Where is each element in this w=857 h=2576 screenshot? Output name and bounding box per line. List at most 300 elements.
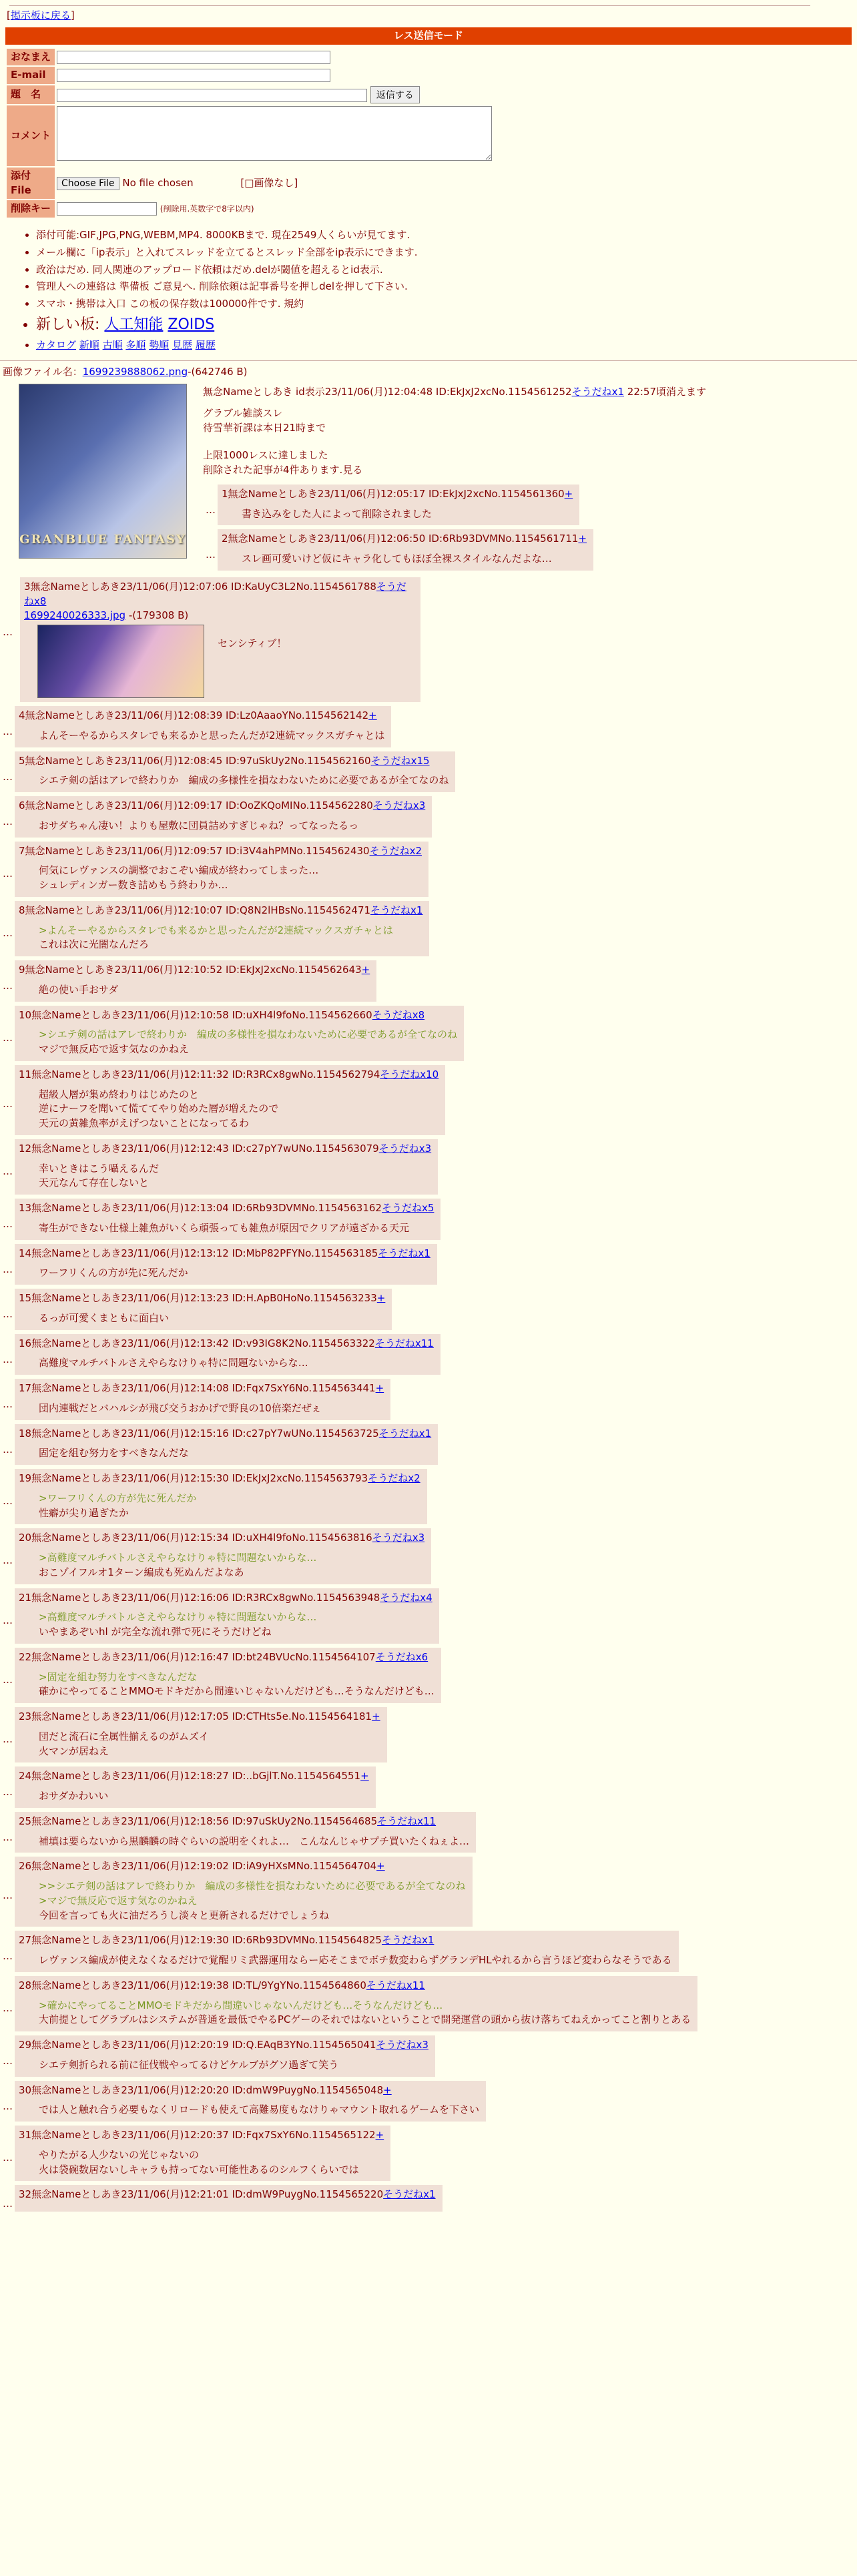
sodane-link[interactable]: そうだねx10 (380, 1068, 439, 1080)
reply-box (15, 2035, 435, 2077)
quote-line: >シエテ剣の話はアレで終わりか 編成の多様性を損なわないために必要であるが全てなのね (39, 1028, 457, 1041)
sodane-link[interactable]: そうだねx3 (378, 1142, 432, 1155)
comment-line: シエテ剣折られる前に征伐戦やってるけどケルブがグソ過ぎて笑う (39, 2058, 339, 2071)
comment-line: 大前提としてグラブルはシステムが普通を最低でやるPCゲーのそれではないということで開発運営の頭から抜け落ちてねえかってこと割りとある (39, 2013, 691, 2026)
reply-header-text: 20無念Nameとしあき23/11/06(月)12:15:34 ID:uXH4l9foNo.1154563816 (19, 1532, 372, 1544)
sodane-link[interactable]: + (372, 1710, 380, 1723)
comment-line: レヴァンス編成が使えなくなるだけで覚醒リミ武器運用ならー応そこまでボチ数変わらずグランデHLやれるから言うほど変わらなそうである (39, 1954, 672, 1967)
reply-header-text: 23無念Nameとしあき23/11/06(月)12:17:05 ID:CTHts5e.No.1154564181 (19, 1710, 372, 1723)
quote-line: >確かにやってることMMOモドキだから間違いじゃないんだけども…そうなんだけども… (39, 1999, 443, 2011)
reply-box (15, 901, 429, 956)
reply-header (19, 1068, 439, 1082)
reply-header (19, 799, 425, 814)
comment-line: よんそーやるからスタレでも来るかと思ったんだが2連続マックスガチャとは (39, 729, 385, 741)
back-to-board-link[interactable]: 掲示板に戻る (10, 9, 71, 21)
reply-box (15, 960, 376, 1002)
sodane-link[interactable]: そうだねx4 (380, 1591, 433, 1604)
res-menu-icon[interactable]: … (206, 549, 216, 561)
reply-header (222, 487, 573, 502)
sodane-link[interactable]: + (375, 2129, 384, 2142)
reply-header-text: 32無念Nameとしあき23/11/06(月)12:21:01 ID:dmW9PuygNo.1154565220 (19, 2188, 384, 2201)
reply-box (15, 1379, 390, 1420)
name-field[interactable] (57, 51, 330, 64)
reply-header-text: 25無念Nameとしあき23/11/06(月)12:18:56 ID:97uSkUy2No.1154564685 (19, 1815, 378, 1827)
reply-row (0, 842, 857, 897)
sodane-link[interactable]: そうだねx1 (381, 1934, 435, 1947)
reply-header (19, 709, 384, 723)
quote-line: >ワーフリくんの方が先に死んだか (39, 1492, 197, 1504)
comment-line: 今回を言っても火に油だろうし淡々と更新されるだけでしょうね (39, 1909, 330, 1921)
reply-header (19, 1291, 385, 1306)
rule-item: • 添付可能:GIF,JPG,PNG,WEBM,MP4. 8000KBまで. 現在2549人くらいが見てます. (36, 228, 857, 243)
rule-item: • 管理人への連絡は 準備板 ご意見へ. 削除依頼は記事番号を押しdelを押して下さい. (36, 280, 857, 294)
reply-box (15, 751, 455, 793)
reply-row (0, 960, 857, 1002)
post-form (5, 47, 494, 220)
reply-header (19, 1337, 434, 1351)
reply-header (19, 1427, 431, 1441)
rule-item: • 政治はだめ. 同人関連のアップロード依頼はだめ.delが閾値を超えるとid表示. (36, 263, 857, 278)
reply-box (15, 1648, 441, 1703)
reply-body (39, 1446, 431, 1461)
reply-body (39, 1311, 385, 1326)
reply-list (0, 706, 857, 2212)
res-menu-icon[interactable]: … (3, 1786, 13, 1799)
res-menu-icon[interactable]: … (206, 503, 216, 516)
file-label: 添付File (7, 168, 55, 200)
res-menu-icon[interactable]: … (3, 1353, 13, 1365)
delkey-note: (削除用.英数字で8字以内) (160, 204, 254, 214)
reply-header-text: 14無念Nameとしあき23/11/06(月)12:13:12 ID:MbP82PFYNo.1154563185 (19, 1247, 378, 1259)
op-line: 待雪華祈課は本日21時まで (203, 421, 326, 434)
sodane-link[interactable]: + (375, 1382, 384, 1395)
rules-list (9, 228, 857, 352)
reply-box (15, 1588, 439, 1644)
reply-header (19, 1859, 466, 1874)
comment-line: スレ画可愛いけど仮にキャラ化してもほぼ全裸スタイルなんだよな… (242, 553, 552, 565)
res-menu-icon[interactable]: … (3, 1889, 13, 1902)
sodane-link[interactable]: そうだねx8 (372, 1008, 425, 1021)
res-header: 3無念Nameとしあき23/11/06(月)12:07:06 ID:KaUyC3L2No.1154561788そうだねx8 (24, 580, 406, 607)
reply-row (0, 1065, 857, 1135)
comment-line: いやまあぞいhl が完全な流れ弾で死にそうだけどね (39, 1626, 272, 1638)
res-menu-icon[interactable]: … (3, 2100, 13, 2112)
res-text: センシティブ！ (218, 637, 287, 650)
reply-row (0, 1812, 857, 1853)
op-file-prefix: 画像ファイル名： (3, 366, 83, 378)
res-menu-icon[interactable]: … (3, 1554, 13, 1567)
quote-line: >よんそーやるからスタレでも来るかと思ったんだが2連続マックスガチャとは (39, 924, 393, 936)
reply-box (15, 796, 432, 838)
reply-header-text: 31無念Nameとしあき23/11/06(月)12:20:37 ID:Fqx7SxY6No.1154565122 (19, 2129, 376, 2142)
res-menu-icon[interactable]: … (3, 2001, 13, 2014)
res-menu-icon[interactable]: … (3, 770, 13, 783)
sodane-link[interactable]: そうだねx6 (375, 1650, 429, 1663)
res-menu-icon[interactable]: … (3, 1950, 13, 1963)
res-menu-icon[interactable]: … (3, 1614, 13, 1626)
reply-body (39, 924, 422, 953)
sodane-link[interactable]: + (361, 964, 370, 976)
comment-line: 書き込みをした人によって削除されました (242, 507, 433, 520)
reply-row (203, 529, 857, 571)
res-menu-icon[interactable]: … (3, 1733, 13, 1746)
reply-row (0, 2035, 857, 2077)
reply-body (39, 1999, 691, 2028)
res-menu-icon[interactable]: … (3, 625, 13, 638)
comment-line: 幸いときはこう囁えるんだ (39, 1162, 160, 1175)
reply-header-text: 11無念Nameとしあき23/11/06(月)12:11:32 ID:R3RCx8gwNo.1154562794 (19, 1068, 380, 1080)
comment-line: 固定を組む努力をすべきなんだな (39, 1447, 189, 1460)
reply-header-text: 7無念Nameとしあき23/11/06(月)12:09:57 ID:i3V4ahPMNo.1154562430 (19, 844, 370, 857)
op-line: グラブル雑談スレ (203, 406, 283, 419)
reply-row (0, 1139, 857, 1195)
res-menu-icon[interactable]: … (3, 2152, 13, 2164)
res-menu-icon[interactable]: … (3, 1097, 13, 1110)
sodane-link[interactable]: そうだねx11 (374, 1337, 434, 1349)
email-label: E-mail (7, 67, 55, 84)
reply-box (15, 1812, 476, 1853)
reply-box (15, 1469, 427, 1524)
op-thumbnail[interactable] (19, 384, 187, 559)
new-board-link-zoids[interactable]: ZOIDS (168, 316, 215, 333)
reply-header-text: 8無念Nameとしあき23/11/06(月)12:10:07 ID:Q8N2lHBsNo.1154562471 (19, 904, 371, 916)
reply-row (0, 1379, 857, 1420)
reply-row (0, 1199, 857, 1240)
comment-line: 寄生ができない仕様上雑魚がいくら頑張っても雑魚が原因でクリアが遠ざかる天元 (39, 1221, 410, 1234)
reply-box (15, 1528, 431, 1584)
reply-header (19, 1472, 420, 1486)
reply-header-text: 10無念Nameとしあき23/11/06(月)12:10:58 ID:uXH4l9foNo.1154562660 (19, 1008, 372, 1021)
reply-row (0, 1931, 857, 1972)
comment-line: おサダちゃん凄い！よりも屋敷に団員詰めすぎじゃね？ってなったるっ (39, 819, 359, 832)
reply-row (0, 1648, 857, 1703)
comment-line: 高難度マルチバトルさえやらなけりゃ特に問題ないからな… (39, 1357, 308, 1369)
reply-header-text: 13無念Nameとしあき23/11/06(月)12:13:04 ID:6Rb93DVMNo.1154563162 (19, 1202, 382, 1215)
reply-row (0, 1588, 857, 1644)
quote-line: >マジで無反応で返す気なのかねえ (39, 1894, 198, 1907)
reply-box (15, 1707, 387, 1762)
reply-row (0, 2126, 857, 2181)
new-board-prefix: 新しい板: (36, 316, 105, 333)
sodane-link[interactable]: そうだねx15 (370, 754, 430, 767)
reply-header (19, 2083, 479, 2098)
sort-new-link[interactable]: 新順 (79, 338, 99, 351)
reply-body (39, 983, 370, 998)
reply-header-text: 5無念Nameとしあき23/11/06(月)12:08:45 ID:97uSkUy2No.1154562160 (19, 754, 371, 767)
sodane-link[interactable]: そうだねx8 (24, 580, 406, 607)
sodane-link[interactable]: そうだねx11 (366, 1979, 425, 1991)
sodane-link[interactable]: そうだねx1 (378, 1247, 431, 1259)
file-status: No file chosen (122, 176, 194, 189)
catalog-link[interactable]: カタログ (36, 338, 77, 351)
comment-line: ワーフリくんの方が先に死んだか (39, 1267, 188, 1279)
op-line: 上限1000レスに達しました (203, 449, 328, 462)
new-board-link-ai[interactable]: 人工知能 (104, 316, 164, 333)
comment-line: これは次に光闇なんだろ (39, 938, 150, 951)
reply-row (0, 1424, 857, 1466)
reply-box (15, 706, 391, 747)
reply-body (39, 1730, 380, 1759)
comment-line: 天元なんて存在しないと (39, 1177, 150, 1189)
reply-body (39, 1088, 439, 1131)
reply-row (0, 706, 857, 747)
res-menu-icon[interactable]: … (3, 926, 13, 939)
op-sodane[interactable]: そうだねx1 (571, 386, 624, 398)
reply-row (0, 796, 857, 838)
choose-file-button[interactable]: Choose File (57, 177, 119, 190)
reply-header-text: 26無念Nameとしあき23/11/06(月)12:19:02 ID:iA9yHXsMNo.1154564704 (19, 1860, 377, 1873)
comment-line: 確かにやってることMMOモドキだから間違いじゃないんだけども…そうなんだけども… (39, 1685, 435, 1698)
reply-header-text: 2無念Nameとしあき23/11/06(月)12:06:50 ID:6Rb93DVMNo.1154561711 (222, 533, 579, 545)
reply-row (0, 1766, 857, 1808)
res-menu-icon[interactable]: … (3, 2198, 13, 2210)
back-link-wrap: [掲示板に戻る] (7, 9, 75, 21)
res-menu-icon[interactable]: … (3, 867, 13, 880)
reply-box (15, 2185, 443, 2212)
reply-header-text: 30無念Nameとしあき23/11/06(月)12:20:20 ID:dmW9PuygNo.1154565048 (19, 2083, 384, 2096)
reply-box (15, 842, 429, 897)
comment-line: 天元の黄雑魚率がえげつないことになってるわ (39, 1117, 250, 1130)
res-menu-icon[interactable]: … (3, 1165, 13, 1177)
reply-row (0, 2081, 857, 2122)
reply-body (39, 1551, 424, 1580)
sodane-link[interactable]: そうだねx2 (369, 844, 422, 857)
sort-many-link[interactable]: 多順 (125, 338, 146, 351)
reply-box (15, 1424, 438, 1466)
sort-momentum-link[interactable]: 勢順 (149, 338, 170, 351)
res-menu-icon[interactable]: … (3, 1673, 13, 1686)
op-line: 削除された記事が4件あります.見る (203, 464, 363, 476)
reply-header (19, 1591, 433, 1606)
reply-box (15, 1199, 441, 1240)
reply-body (39, 1162, 431, 1191)
reply-header (19, 2188, 436, 2202)
reply-body (39, 819, 425, 834)
sodane-link[interactable]: そうだねx3 (372, 799, 426, 812)
submit-reply-button[interactable]: 返信する (370, 86, 420, 103)
sodane-link[interactable]: そうだねx2 (368, 1472, 420, 1485)
reply-header-text: 19無念Nameとしあき23/11/06(月)12:15:30 ID:EkJxJ2xcNo.1154563793 (19, 1472, 368, 1485)
res-thumbnail[interactable] (37, 625, 204, 698)
reply-header-text: 21無念Nameとしあき23/11/06(月)12:16:06 ID:R3RCx8gwNo.1154563948 (19, 1591, 380, 1604)
res-menu-icon[interactable]: … (3, 725, 13, 738)
reply-header-text: 18無念Nameとしあき23/11/06(月)12:15:16 ID:c27pY7wUNo.1154563725 (19, 1427, 379, 1439)
reply-body (39, 1610, 433, 1640)
reply-row (203, 485, 857, 526)
comment-line: おこゾイフルオ1ターン編成も死ぬんだよなあ (39, 1566, 244, 1578)
sodane-link[interactable]: そうだねx3 (376, 2039, 429, 2051)
reply-header-text: 9無念Nameとしあき23/11/06(月)12:10:52 ID:EkJxJ2xcNo.1154562643 (19, 964, 362, 976)
sodane-link[interactable]: + (578, 533, 587, 545)
reply-header (19, 1979, 691, 1993)
reply-header (19, 1933, 672, 1948)
reply-row (0, 901, 857, 956)
subject-label: 題 名 (7, 85, 55, 104)
reply-body (39, 1028, 457, 1057)
reply-row (0, 1334, 857, 1375)
reply-header-text: 27無念Nameとしあき23/11/06(月)12:19:30 ID:6Rb93DVMNo.1154564825 (19, 1934, 382, 1947)
comment-line: 団だと流石に全属性揃えるのがムズイ (39, 1730, 209, 1742)
reply-row (0, 1244, 857, 1285)
op-header (203, 385, 857, 400)
reply-body (242, 552, 587, 567)
reply-body (39, 1789, 369, 1804)
name-label: おなまえ (7, 49, 55, 66)
op-file-line (3, 365, 857, 380)
sodane-link[interactable]: そうだねx1 (378, 1427, 432, 1439)
reply-box (15, 1976, 697, 2031)
reply-body (39, 2148, 384, 2178)
op-body (203, 380, 857, 478)
op-file-link[interactable]: 1699239888062.png (82, 366, 188, 378)
reply-header (222, 532, 587, 547)
comment-line: 団内連戦だとバハルシが飛び交うおかげで野良の10倍楽だぜぇ (39, 1401, 322, 1414)
reply-header (19, 1531, 424, 1546)
res-menu-icon[interactable]: … (3, 1263, 13, 1275)
reply-header (19, 1201, 434, 1216)
res-file-size: -(179308 B) (128, 609, 189, 622)
res-file-link[interactable]: 1699240026333.jpg (24, 609, 126, 622)
reply-box (15, 1857, 473, 1927)
comment-line: るっが可愛くまともに面白い (39, 1311, 170, 1324)
comment-label: コメント (7, 105, 55, 166)
email-field[interactable] (57, 69, 330, 82)
reply-header (19, 844, 422, 859)
comment-line: 火マンが居ねえ (39, 1744, 109, 1757)
reply-header-text: 24無念Nameとしあき23/11/06(月)12:18:27 ID:..bGjlT.No.1154564551 (19, 1770, 361, 1783)
op-post (0, 361, 857, 571)
res-menu-icon[interactable]: … (3, 1495, 13, 1508)
quote-line: >高難度マルチバトルさえやらなけりゃ特に問題ないからな… (39, 1611, 317, 1624)
reply-row (0, 1976, 857, 2031)
sodane-link[interactable]: + (383, 2083, 392, 2096)
thumb-logo: GRANBLUE FANTASY (19, 533, 186, 547)
op-comment (203, 406, 857, 478)
reply-box (15, 1065, 445, 1135)
res-menu-icon[interactable]: … (3, 816, 13, 828)
res-menu-icon[interactable]: … (3, 2055, 13, 2067)
no-image-checkbox[interactable]: [□画像なし] (240, 176, 298, 189)
res-menu-icon[interactable]: … (3, 1398, 13, 1411)
reply-header (19, 1710, 380, 1724)
reply-header-text: 15無念Nameとしあき23/11/06(月)12:13:23 ID:H.ApB0HoNo.1154563233 (19, 1292, 377, 1305)
reply-body (39, 2058, 429, 2073)
sodane-link[interactable]: + (564, 487, 573, 500)
sodane-link[interactable]: そうだねx5 (381, 1202, 435, 1215)
res-menu-icon[interactable]: … (3, 1308, 13, 1321)
sort-old-link[interactable]: 古順 (102, 338, 123, 351)
comment-line: 絶の使い手おサダ (39, 983, 119, 996)
reply-box (15, 1006, 464, 1061)
reply-row (0, 1006, 857, 1061)
quote-line: >固定を組む努力をすべきなんだな (39, 1670, 198, 1683)
reply-body (39, 1266, 431, 1281)
subject-field[interactable] (57, 89, 367, 102)
reply-header (19, 2038, 429, 2053)
sodane-link[interactable]: そうだねx1 (383, 2188, 436, 2201)
reply-header (19, 1142, 431, 1157)
comment-line: では人と触れ合う必要もなくリロードも使えて高難易度もなけりゃマウント取れるゲームを下さい (39, 2104, 480, 2116)
op-expire: 22:57頃消えます (627, 386, 707, 398)
reply-header (19, 754, 449, 769)
res-file-line (24, 609, 414, 623)
sodane-link[interactable]: + (368, 709, 377, 722)
reply-box (15, 2126, 390, 2181)
reply-body (39, 1492, 420, 1521)
res-menu-icon[interactable]: … (3, 1443, 13, 1456)
top-rule (9, 5, 810, 6)
comment-line: シエテ剣の話はアレで終わりか 編成の多様性を損なわないために必要であるが全てなのね (39, 774, 449, 787)
op-file-size: -(642746 B) (188, 366, 248, 378)
reply-header-text: 6無念Nameとしあき23/11/06(月)12:09:17 ID:OoZKQoMINo.1154562280 (19, 799, 373, 812)
reply-body (242, 507, 573, 522)
res-menu-icon[interactable]: … (3, 1831, 13, 1843)
reply-body (39, 1356, 434, 1371)
comment-line: 逆にナーフを聞いて慌ててやり始めた層が増えたので (39, 1102, 279, 1115)
sodane-link[interactable]: そうだねx3 (372, 1532, 425, 1544)
rule-item: • スマホ・携帯は入口 この板の保存数は100000件です. 規約 (36, 297, 857, 312)
reply-header-text: 29無念Nameとしあき23/11/06(月)12:20:19 ID:Q.EAqB3YNo.1154565041 (19, 2039, 376, 2051)
reply-header-text: 1無念Nameとしあき23/11/06(月)12:05:17 ID:EkJxJ2xcNo.1154561360 (222, 487, 565, 500)
comment-line: おサダかわいい (39, 1790, 109, 1803)
reply-box (15, 1766, 376, 1808)
comment-line: 超級人層が集め終わりはじめたのと (39, 1088, 200, 1100)
reply-header-text: 17無念Nameとしあき23/11/06(月)12:14:08 ID:Fqx7SxY6No.1154563441 (19, 1382, 376, 1395)
sodane-link[interactable]: + (376, 1860, 385, 1873)
res-menu-icon[interactable]: … (3, 1218, 13, 1231)
view-history-link[interactable]: 見歴 (172, 338, 192, 351)
quote-line: >高難度マルチバトルさえやらなけりゃ特に問題ないからな… (39, 1552, 317, 1564)
reply-body (39, 1835, 469, 1849)
delete-key-field[interactable] (57, 202, 157, 216)
reply-row (0, 1528, 857, 1584)
sodane-link[interactable]: + (360, 1770, 369, 1783)
sodane-link[interactable]: + (376, 1292, 386, 1305)
delkey-label: 削除キー (7, 200, 55, 218)
comment-line: 補填は要らないから黒麟麟の時ぐらいの説明をくれよ… こんなんじゃサプチ買いたくねぇよ… (39, 1835, 470, 1847)
res-menu-icon[interactable]: … (3, 1031, 13, 1044)
reply-row (0, 1707, 857, 1762)
comment-line: やりたがる人少ないの光じゃないの (39, 2148, 200, 2161)
res-menu-icon[interactable]: … (3, 980, 13, 992)
reply-row (0, 1289, 857, 1330)
sodane-link[interactable]: そうだねx11 (377, 1815, 437, 1827)
reply-box (15, 1289, 392, 1330)
comment-line: マジで無反応で返す気なのかねえ (39, 1043, 190, 1056)
comment-line: 性癖が尖り過ぎたか (39, 1506, 129, 1519)
sodane-link[interactable]: そうだねx1 (370, 904, 423, 916)
reply-box (218, 529, 593, 571)
reply-body (39, 1879, 466, 1923)
reply-row (0, 751, 857, 793)
history-link[interactable]: 履歴 (195, 338, 216, 351)
reply-body (39, 1401, 384, 1416)
reply-body (39, 729, 384, 743)
reply-header (19, 963, 370, 978)
reply-header (19, 904, 422, 918)
reply-row (0, 1469, 857, 1524)
op-header-text: 無念Nameとしあき id表示23/11/06(月)12:04:48 ID:EkJxJ2xcNo.1154561252 (203, 386, 572, 398)
new-board-item (36, 314, 857, 336)
reply-body (39, 1670, 435, 1700)
comment-textarea[interactable] (57, 106, 492, 161)
reply-header (19, 1381, 384, 1396)
reply-row (0, 2185, 857, 2212)
reply-header-text: 16無念Nameとしあき23/11/06(月)12:13:42 ID:v93IG8K2No.1154563322 (19, 1337, 375, 1349)
reply-header (19, 1815, 469, 1829)
quote-line: >>シエテ剣の話はアレで終わりか 編成の多様性を損なわないために必要であるが全てなのね (39, 1880, 466, 1893)
reply-box (15, 1139, 438, 1195)
